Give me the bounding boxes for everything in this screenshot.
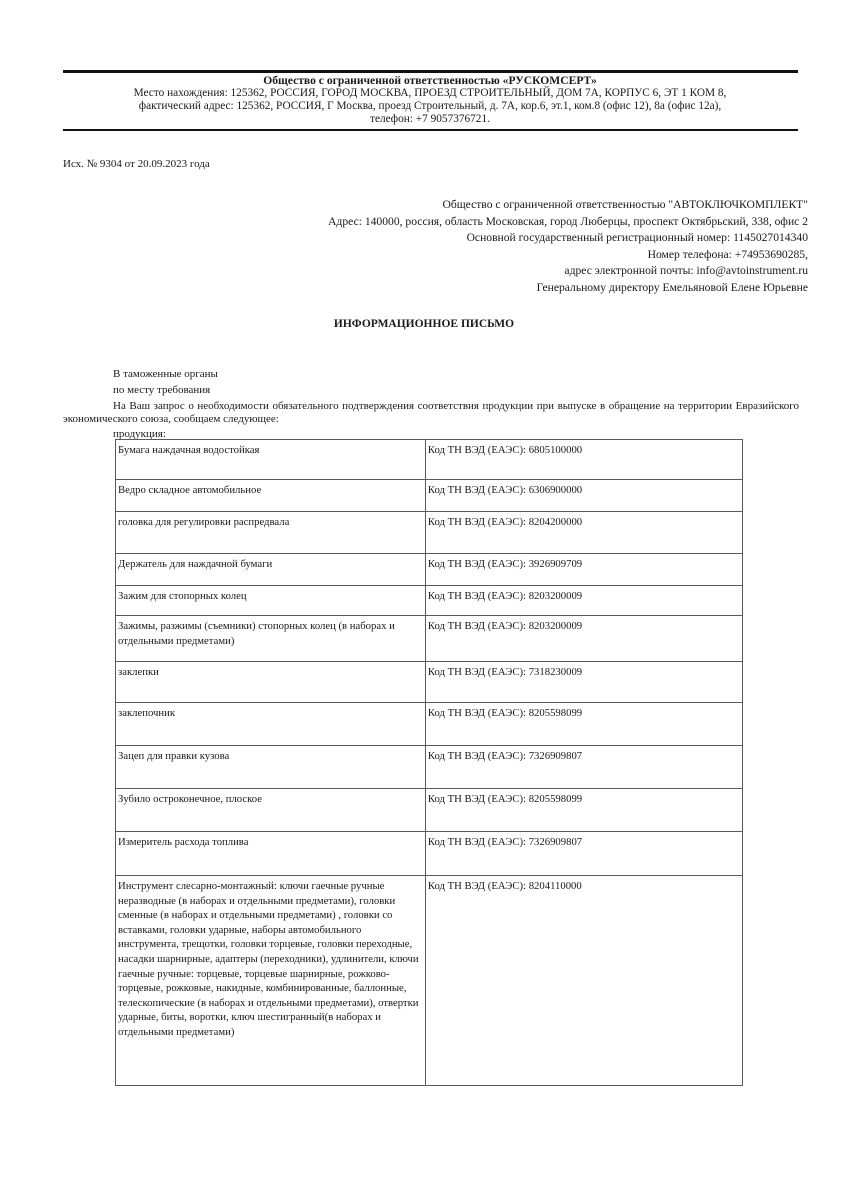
product-name: Инструмент слесарно-монтажный: ключи гаечные ручные неразводные (в наборах и отдельными предметами), головки сменные (в наборах и отдельными предметами) , головки со вставками, головки ударные, наборы автомобильного инструмента, трещотки, головки торцевые, головки переходные, насадки шарнирные, адаптеры (переходники), удлинители, ключи гаечные ручные: торцевые, торцевые шарнирные, рожково-торцевые, рожковые, накидные, комбинированные, баллонные, телескопические (в наборах и отдельными предметами), отвертки ударные, биты, воротки, ключ шестигранный(в наборах и отдельными предметами) xyxy=(116,876,426,1086)
product-name: Зажимы, разжимы (съемники) стопорных колец (в наборах и отдельными предметами) xyxy=(116,616,426,662)
product-code: Код ТН ВЭД (ЕАЭС): 8203200009 xyxy=(425,616,742,662)
table-row xyxy=(116,480,743,512)
product-code: Код ТН ВЭД (ЕАЭС): 8205598099 xyxy=(425,703,742,746)
product-name: головка для регулировки распредвала xyxy=(116,512,426,554)
addressee-ogrn: Основной государственный регистрационный номер: 1145027014340 xyxy=(466,231,808,244)
to-line-1: В таможенные органы xyxy=(113,368,218,380)
products-label: продукция: xyxy=(113,428,166,440)
table-row xyxy=(116,789,743,832)
letterhead-phone: телефон: +7 9057376721. xyxy=(370,113,490,125)
product-code: Код ТН ВЭД (ЕАЭС): 6306900000 xyxy=(425,480,742,512)
addressee-block xyxy=(208,197,808,296)
letterhead-actual-address: фактический адрес: 125362, РОССИЯ, Г Москва, проезд Строительный, д. 7А, кор.6, эт.1, ком.8 (офис 12), 8а (офис 12а), xyxy=(138,100,722,112)
letterhead-bottom-rule xyxy=(63,129,798,131)
product-name: Бумага наждачная водостойкая xyxy=(116,440,426,480)
product-name: Держатель для наждачной бумаги xyxy=(116,554,426,586)
addressee-phone: Номер телефона: +74953690285, xyxy=(647,247,808,261)
addressee-director: Генеральному директору Емельяновой Елене Юрьевне xyxy=(536,280,808,294)
product-code: Код ТН ВЭД (ЕАЭС): 3926909709 xyxy=(425,554,742,586)
product-name: Зубило остроконечное, плоское xyxy=(116,789,426,832)
product-code: Код ТН ВЭД (ЕАЭС): 8203200009 xyxy=(425,586,742,616)
table-row xyxy=(116,440,743,480)
addressee-email: адрес электронной почты: info@avtoinstrument.ru xyxy=(564,264,808,277)
table-row xyxy=(116,554,743,586)
product-name: заклепочник xyxy=(116,703,426,746)
to-line-2: по месту требования xyxy=(113,384,211,396)
table-row xyxy=(116,832,743,876)
product-name: заклепки xyxy=(116,662,426,703)
products-table xyxy=(115,439,743,1086)
letterhead-company: Общество с ограниченной ответственностью «РУСКОМСЕРТ» xyxy=(263,74,597,87)
product-code: Код ТН ВЭД (ЕАЭС): 8204200000 xyxy=(425,512,742,554)
table-row xyxy=(116,703,743,746)
addressee-org: Общество с ограниченной ответственностью "АВТОКЛЮЧКОМПЛЕКТ" xyxy=(442,198,808,211)
product-name: Ведро складное автомобильное xyxy=(116,480,426,512)
table-row xyxy=(116,616,743,662)
outgoing-reference: Исх. № 9304 от 20.09.2023 года xyxy=(63,158,210,170)
product-code: Код ТН ВЭД (ЕАЭС): 6805100000 xyxy=(425,440,742,480)
table-row xyxy=(116,662,743,703)
product-code: Код ТН ВЭД (ЕАЭС): 7318230009 xyxy=(425,662,742,703)
table-row xyxy=(116,876,743,1086)
table-row xyxy=(116,746,743,789)
letterhead-top-rule xyxy=(63,70,798,73)
product-name: Зацеп для правки кузова xyxy=(116,746,426,789)
product-code: Код ТН ВЭД (ЕАЭС): 8205598099 xyxy=(425,789,742,832)
product-code: Код ТН ВЭД (ЕАЭС): 7326909807 xyxy=(425,746,742,789)
table-row xyxy=(116,586,743,616)
body-paragraph: На Ваш запрос о необходимости обязательного подтверждения соответствия продукции при выпуске в обращение на территории Евразийского экономического союза, сообщаем следующее: xyxy=(63,400,799,425)
letterhead-location: Место нахождения: 125362, РОССИЯ, ГОРОД МОСКВА, ПРОЕЗД СТРОИТЕЛЬНЫЙ, ДОМ 7А, КОРПУС 6, ЭТ 1 КОМ 8, xyxy=(133,87,727,99)
table-row xyxy=(116,512,743,554)
document-title: ИНФОРМАЦИОННОЕ ПИСЬМО xyxy=(333,318,515,330)
product-name: Измеритель расхода топлива xyxy=(116,832,426,876)
letterhead xyxy=(60,74,800,126)
addressee-address: Адрес: 140000, россия, область Московская, город Люберцы, проспект Октябрьский, 338, офис 2 xyxy=(328,214,808,228)
product-name: Зажим для стопорных колец xyxy=(116,586,426,616)
product-code: Код ТН ВЭД (ЕАЭС): 8204110000 xyxy=(425,876,742,1086)
product-code: Код ТН ВЭД (ЕАЭС): 7326909807 xyxy=(425,832,742,876)
